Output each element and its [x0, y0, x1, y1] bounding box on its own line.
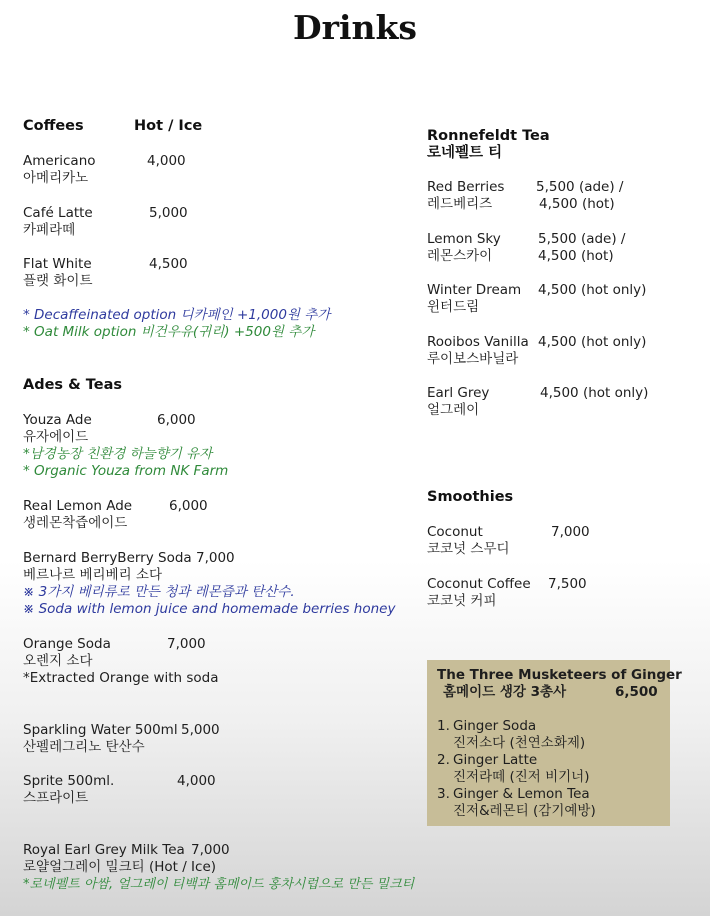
berry-note-en: ※ Soda with lemon juice and homemade berries honey [23, 601, 396, 617]
menu-item-orange-soda [23, 636, 219, 687]
ginger-item-name: Ginger Latte [453, 752, 538, 768]
item-price: 4,500 (hot only) [540, 385, 649, 401]
ginger-item-name: Ginger & Lemon Tea [453, 786, 590, 802]
ginger-item-kr: 진저소다 (천연소화제) [453, 735, 586, 751]
list-item [437, 752, 596, 786]
item-price: 4,500 (hot only) [538, 282, 647, 298]
ginger-item-kr: 진저&레몬티 (감기예방) [453, 803, 596, 819]
menu-item-royal-earl-grey-milk-tea [23, 842, 414, 893]
item-name-kr: 산펠레그리노 탄산수 [23, 739, 145, 755]
coffees-heading: Coffees [23, 118, 84, 134]
list-item [437, 786, 596, 820]
item-price: 5,000 [181, 722, 220, 738]
ginger-price: 6,500 [615, 684, 658, 700]
item-name-kr: 카페라떼 [23, 222, 76, 238]
berry-note-kr: ※ 3가지 베리류로 만든 청과 레몬즙과 탄산수. [23, 584, 295, 600]
item-name-kr: 루이보스바닐라 [427, 351, 519, 367]
menu-item-red-berries [427, 179, 624, 213]
ginger-title: The Three Musketeers of Ginger [437, 667, 682, 683]
item-price: 4,500 [149, 256, 188, 272]
list-number: 3. [437, 786, 450, 802]
item-price: 5,000 [149, 205, 188, 221]
item-price: 4,000 [147, 153, 186, 169]
ginger-item-name: Ginger Soda [453, 718, 537, 734]
item-name-kr: 생레몬착즙에이드 [23, 515, 128, 531]
ades-teas-heading: Ades & Teas [23, 377, 123, 393]
menu-item-americano [23, 153, 186, 187]
orange-note: *Extracted Orange with soda [23, 670, 219, 686]
item-price: 5,500 (ade) / [536, 179, 624, 195]
item-name: Orange Soda [23, 636, 111, 652]
menu-item-cafe-latte [23, 205, 188, 239]
ginger-list [437, 718, 596, 820]
menu-item-sparkling-water [23, 722, 220, 756]
decaf-note: * Decaffeinated option 디카페인 +1,000원 추가 [23, 307, 331, 323]
menu-item-coconut-coffee [427, 576, 587, 610]
youza-note-kr: *남경농장 친환경 하늘향기 유자 [23, 446, 213, 462]
item-name: Sparkling Water 500ml [23, 722, 178, 738]
item-name-kr: 오렌지 소다 [23, 653, 93, 669]
menu-item-lemon-sky [427, 231, 626, 265]
item-name-kr: 레몬스카이 [427, 248, 493, 264]
item-name-kr: 아메리카노 [23, 170, 89, 186]
menu-item-youza-ade [23, 412, 228, 480]
item-price: 7,000 [551, 524, 590, 540]
ronnefeldt-heading: Ronnefeldt Tea [427, 128, 550, 144]
item-name-kr: 베르나르 베리베리 소다 [23, 567, 162, 583]
menu-item-coconut [427, 524, 590, 558]
item-name: Coconut [427, 524, 483, 540]
smoothies-heading: Smoothies [427, 489, 514, 505]
item-price: 7,000 [191, 842, 230, 858]
item-name-kr: 코코넛 스무디 [427, 541, 510, 557]
ginger-title-kr: 홈메이드 생강 3총사 [443, 684, 567, 700]
item-price: 4,000 [177, 773, 216, 789]
item-name: Rooibos Vanilla [427, 334, 529, 350]
item-name: Youza Ade [23, 412, 92, 428]
item-name: Real Lemon Ade [23, 498, 133, 514]
item-price-hot: 4,500 (hot) [539, 196, 615, 212]
item-price: 7,500 [548, 576, 587, 592]
menu-item-sprite [23, 773, 216, 807]
item-name: Red Berries [427, 179, 505, 195]
list-number: 1. [437, 718, 450, 734]
royal-note: *로네펠트 아쌈, 얼그레이 티백과 홈메이드 홍차시럽으로 만든 밀크티 [23, 877, 415, 892]
menu-item-real-lemon-ade [23, 498, 208, 532]
item-name-kr: 얼그레이 [427, 402, 480, 418]
page-title: Drinks [293, 8, 417, 47]
item-name-kr: 윈터드림 [427, 299, 480, 315]
item-name-kr: 로얄얼그레이 밀크티 (Hot / Ice) [23, 859, 217, 875]
item-name-kr: 플랫 화이트 [23, 273, 93, 289]
menu-item-winter-dream [427, 282, 647, 316]
item-price: 6,000 [157, 412, 196, 428]
item-price: 6,000 [169, 498, 208, 514]
item-name: Lemon Sky [427, 231, 501, 247]
item-name-kr: 유자에이드 [23, 429, 89, 445]
ronnefeldt-heading-kr: 로네펠트 티 [427, 145, 503, 161]
oat-milk-note: * Oat Milk option 비건우유(귀리) +500원 추가 [23, 324, 315, 340]
ginger-special-box [427, 660, 682, 826]
item-price: 7,000 [167, 636, 206, 652]
list-item [437, 718, 596, 752]
youza-note-en: * Organic Youza from NK Farm [23, 463, 229, 479]
menu-item-rooibos-vanilla [427, 334, 647, 368]
item-name: Royal Earl Grey Milk Tea [23, 842, 185, 858]
item-name: Café Latte [23, 205, 93, 221]
item-name: Sprite 500ml. [23, 773, 115, 789]
item-name: Coconut Coffee [427, 576, 531, 592]
item-name-kr: 레드베리즈 [427, 196, 493, 212]
item-name: Flat White [23, 256, 92, 272]
item-name: Bernard BerryBerry Soda [23, 550, 192, 566]
item-price: 7,000 [196, 550, 235, 566]
menu-item-earl-grey [427, 385, 649, 419]
menu-item-berryberry-soda [23, 550, 395, 618]
item-name-kr: 코코넛 커피 [427, 593, 497, 609]
menu-item-flat-white [23, 256, 188, 290]
item-name-kr: 스프라이트 [23, 790, 89, 806]
ginger-item-kr: 진저라떼 (진저 비기너) [453, 769, 590, 785]
item-name: Winter Dream [427, 282, 522, 298]
item-price: 5,500 (ade) / [538, 231, 626, 247]
list-number: 2. [437, 752, 450, 768]
item-price-hot: 4,500 (hot) [538, 248, 614, 264]
item-price: 4,500 (hot only) [538, 334, 647, 350]
item-name: Americano [23, 153, 96, 169]
hot-ice-heading: Hot / Ice [134, 118, 203, 134]
item-name: Earl Grey [427, 385, 490, 401]
